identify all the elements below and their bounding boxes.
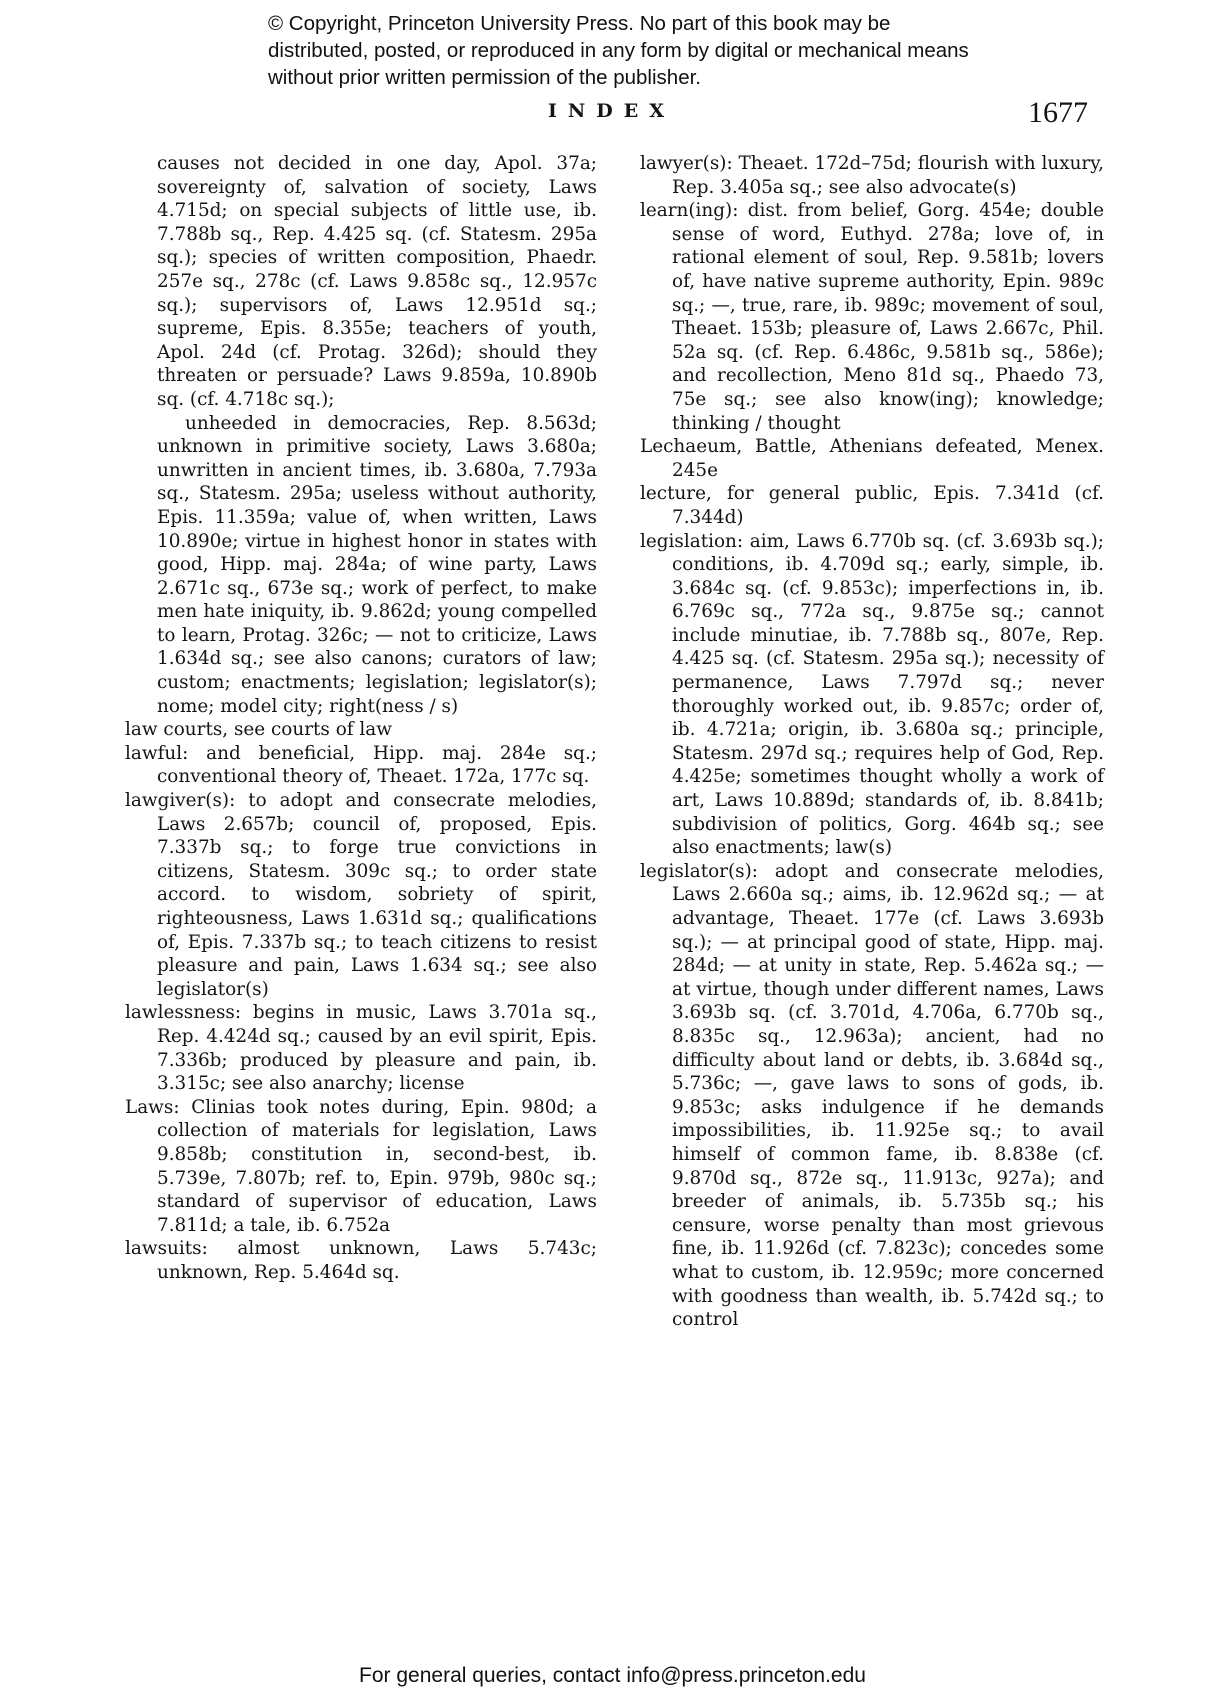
index-entry: Laws: Clinias took notes during, Epin. 980d; a collection of materials for legislation, Laws 9.858b; constitution in, second-best, ib. 5.739e, 7.807b; ref. to, Epin. 979b, 980c sq.; standard of supervisor of education, Laws 7.811d; a tale, ib. 6.752a <box>125 1096 597 1236</box>
index-entry: lawful: and beneficial, Hipp. maj. 284e sq.; conventional theory of, Theaet. 172a, 177c sq. <box>125 742 597 788</box>
index-entry: lawsuits: almost unknown, Laws 5.743c; unknown, Rep. 5.464d sq. <box>125 1238 597 1283</box>
running-title: INDEX <box>548 100 675 122</box>
index-entry: legislation: aim, Laws 6.770b sq. (cf. 3.693b sq.); conditions, ib. 4.709d sq.; early, simple, ib. 3.684c sq. (cf. 9.853c); imperfections in, ib. 6.769c sq., 772a sq., 9.875e sq.; cannot include minutiae, ib. 7.788b sq., 807e, Rep. 4.425 sq. (cf. Statesm. 295a sq.); necessity of permanence, Laws 7.797d sq.; never thoroughly worked out, ib. 9.857c; order of, ib. 4.721a; origin, ib. 3.680a sq.; principle, Statesm. 297d sq.; requires help of God, Rep. 4.425e; sometimes thought wholly a work of art, Laws 10.889d; standards of, ib. 8.841b; subdivision of politics, Gorg. 464b sq.; see also enactments; law(s) <box>640 530 1104 859</box>
index-entry: law courts, see courts of law <box>125 719 393 741</box>
index-entry: Lechaeum, Battle, Athenians defeated, Menex. 245e <box>640 436 1104 481</box>
index-entry: lawgiver(s): to adopt and consecrate melodies, Laws 2.657b; council of, proposed, Epis. 7.337b sq.; to forge true convictions in citizens, Statesm. 309c sq.; to order state accord. to wisdom, sobriety of spirit, righteousness, Laws 1.631d sq.; qualifications of, Epis. 7.337b sq.; to teach citizens to resist pleasure and pain, Laws 1.634 sq.; see also legislator(s) <box>125 790 597 1000</box>
index-entry: causes not decided in one day, Apol. 37a; sovereignty of, salvation of society, Laws 4.715d; on special subjects of little use, ib. 7.788b sq., Rep. 4.425 sq. (cf. Statesm. 295a sq.); species of written composition, Phaedr. 257e sq., 278c (cf. Laws 9.858c sq., 12.957c sq.); supervisors of, Laws 12.951d sq.; supreme, Epis. 8.355e; teachers of youth, Apol. 24d (cf. Protag. 326d); should they threaten or persuade? Laws 9.859a, 10.890b sq. (cf. 4.718c sq.); <box>157 153 597 410</box>
index-column-left <box>125 152 597 1285</box>
index-entry: lecture, for general public, Epis. 7.341d (cf. 7.344d) <box>640 483 1104 528</box>
footer-contact: For general queries, contact info@press.princeton.edu <box>359 1664 866 1687</box>
index-entry: legislator(s): adopt and consecrate melodies, Laws 2.660a sq.; aims, ib. 12.962d sq.; — at advantage, Theaet. 177e (cf. Laws 3.693b sq.); — at principal good of state, Hipp. maj. 284d; — at unity in state, Rep. 5.462a sq.; — at virtue, though under different names, Laws 3.693b sq. (cf. 3.701d, 4.706a, 6.770b sq., 8.835c sq., 12.963a); ancient, had no difficulty about land or debts, ib. 3.684d sq., 5.736c; —, gave laws to sons of gods, ib. 9.853c; asks indulgence if he demands impossibilities, ib. 11.925e sq.; to avail himself of common fame, ib. 8.838e (cf. 9.870d sq., 872e sq., 11.913c, 927a); and breeder of animals, ib. 5.735b sq.; his censure, worse penalty than most grievous fine, ib. 11.926d (cf. 7.823c); concedes some what to custom, ib. 12.959c; more concerned with goodness than wealth, ib. 5.742d sq.; to control <box>640 860 1104 1331</box>
page-number: 1677 <box>1028 96 1088 129</box>
running-head <box>0 98 1225 132</box>
index-entry: learn(ing): dist. from belief, Gorg. 454e; double sense of word, Euthyd. 278a; love of, in rational element of soul, Rep. 9.581b; lovers of, have native supreme authority, Epin. 989c sq.; —, true, rare, ib. 989c; movement of soul, Theaet. 153b; pleasure of, Laws 2.667c, Phil. 52a sq. (cf. Rep. 6.486c, 9.581b sq., 586e); and recollection, Meno 81d sq., Phaedo 73, 75e sq.; see also know(ing); knowledge; thinking / thought <box>640 200 1104 434</box>
index-entry: lawlessness: begins in music, Laws 3.701a sq., Rep. 4.424d sq.; caused by an evil spirit, Epis. 7.336b; produced by pleasure and pain, ib. 3.315c; see also anarchy; license <box>125 1002 597 1095</box>
index-entry: unheeded in democracies, Rep. 8.563d; unknown in primitive society, Laws 3.680a; unwritten in ancient times, ib. 3.680a, 7.793a sq., Statesm. 295a; useless without authority, Epis. 11.359a; value of, when written, Laws 10.890e; virtue in highest honor in states with good, Hipp. maj. 284a; of wine party, Laws 2.671c sq., 673e sq.; work of perfect, to make men hate iniquity, ib. 9.862d; young compelled to learn, Protag. 326c; — not to criticize, Laws 1.634d sq.; see also canons; curators of law; custom; enactments; legislation; legislator(s); nome; model city; right(ness / s) <box>157 412 597 717</box>
index-column-right <box>640 152 1104 1332</box>
index-entry: lawyer(s): Theaet. 172d–75d; flourish with luxury, Rep. 3.405a sq.; see also advocate(s) <box>640 153 1104 198</box>
copyright-notice: © Copyright, Princeton University Press. No part of this book may be distributed, posted, or reproduced in any form by digital or mechanical means without prior written permission of the publisher. <box>268 12 969 89</box>
